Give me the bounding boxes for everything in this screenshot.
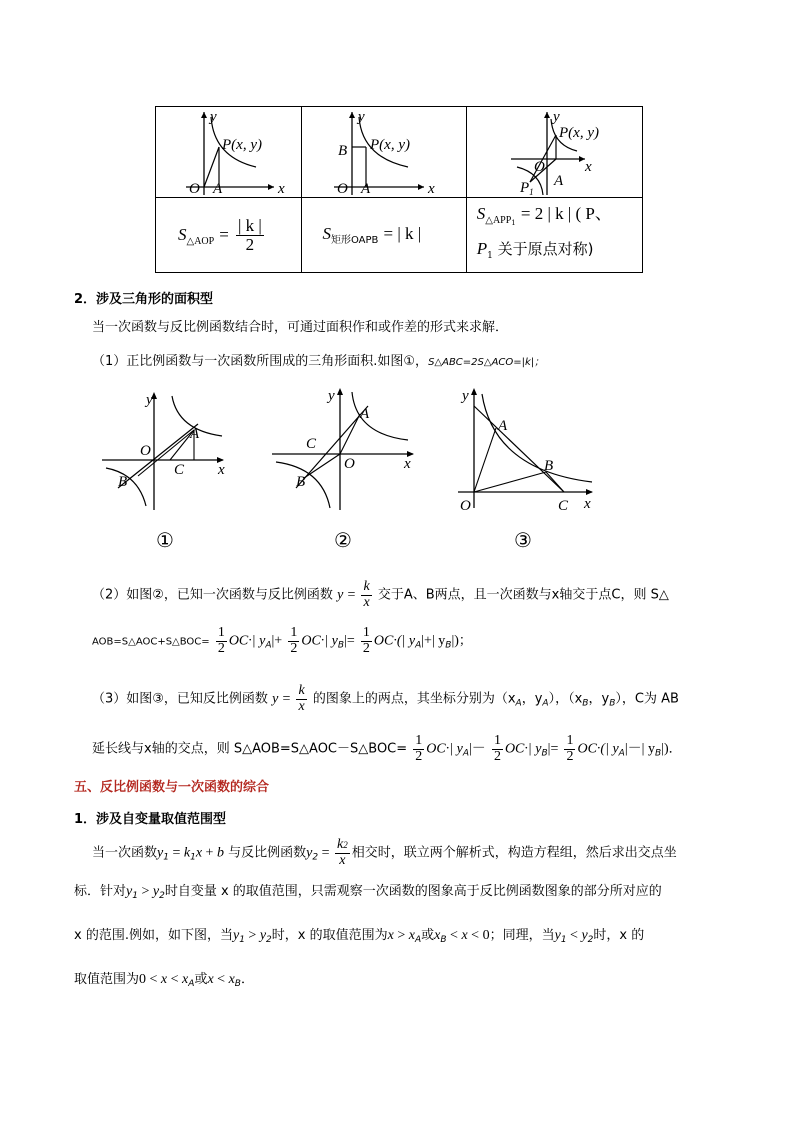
y-axis-label: y xyxy=(210,109,217,125)
point-c-label: C xyxy=(306,436,317,452)
point-a-label: A xyxy=(190,426,200,442)
sec5-line-1: 当一次函数$y_1 = k_1x + b$ 与反比例函数$y_2$ = $\frac{k2}{x}$ 相交时，联立两个解析式，构造方程组，然后求出交点坐 xyxy=(92,837,677,868)
y-axis-label: y xyxy=(328,388,335,404)
origin-label: O xyxy=(140,443,151,459)
formula-aop: $S_{\triangle AOP}$ = $\frac{| k |}{2}$ xyxy=(156,198,302,273)
origin-label: O xyxy=(344,456,355,472)
sub-heading: 1．涉及自变量取值范围型 xyxy=(74,812,227,827)
point-p-label: P(x, y) xyxy=(222,137,262,153)
paragraph-3-line2: 延长线与x轴的交点，则 S△AOB=S△AOC－S△BOC= $\frac{1}{2}$ OC·| $y_A|-$ $\frac{1}{2}$ OC·| $y_B|=$ $\frac{1}{2}$ OC·(| $y_A|-|$ $y_B|$)． xyxy=(92,733,682,764)
point-p1-label: $P_1$ xyxy=(519,180,534,197)
hyperbola-rectangle-figure xyxy=(302,107,466,197)
point-p-label: P(x, y) xyxy=(558,125,599,141)
y-axis-label: y xyxy=(358,109,366,125)
table-cell-fig1 xyxy=(156,107,302,198)
point-c-label: C xyxy=(558,498,569,514)
sec5-line-3: x 的范围.例如，如下图，当$y_1 > y_2$时，x 的取值范围为$x > x_A$或$x_B < x < 0$；同理，当$y_1 < y_2$时，x 的 xyxy=(74,928,645,945)
point-a-label: A xyxy=(360,406,370,422)
formula-rectangle: $S_{矩形OAPB}$ = | k | xyxy=(302,198,466,273)
point-a-label: A xyxy=(213,181,223,197)
paragraph-2: （2）如图②，已知一次函数与反比例函数 y = $\frac{k}{x}$ 交于A、B两点，且一次函数与x轴交于点C，则 S△ xyxy=(92,579,669,610)
point-b-label: B xyxy=(544,458,554,474)
x-axis-label: x xyxy=(278,181,285,197)
table-cell-fig3 xyxy=(466,107,642,198)
point-b-label: B xyxy=(118,474,128,490)
hyperbola-triangle-figure xyxy=(156,107,302,197)
x-axis-label: x xyxy=(428,181,436,197)
y-axis-label: y xyxy=(462,388,469,404)
origin-label: O xyxy=(460,498,471,514)
paragraph-1: （1）正比例函数与一次函数所围成的三角形面积.如图①，S△ABC=2S△ACO=|k|； xyxy=(92,354,545,369)
hyperbola-symmetric-figure xyxy=(467,107,643,197)
point-b-label: B xyxy=(296,474,306,490)
sec5-line-4: 取值范围为$0 < x < x_A$或$x < x_B$． xyxy=(74,972,254,989)
point-a-label: A xyxy=(553,173,563,189)
figure-3 xyxy=(452,384,602,516)
y-axis-label: y xyxy=(146,392,153,408)
point-p-label: P(x, y) xyxy=(370,137,411,153)
table-cell-fig2 xyxy=(302,107,466,198)
origin-label: O xyxy=(337,181,349,197)
y-axis-label: y xyxy=(552,109,560,125)
point-a-label: A xyxy=(361,181,371,197)
origin-label: O xyxy=(533,159,545,175)
x-axis-label: x xyxy=(218,462,225,478)
figure-1 xyxy=(98,388,238,513)
x-axis-label: x xyxy=(584,496,591,512)
intro-text: 当一次函数与反比例函数结合时，可通过面积作和或作差的形式来求解． xyxy=(92,320,509,335)
point-a-label: A xyxy=(498,418,508,434)
figure-1-number: ① xyxy=(156,528,174,552)
point-b-label: B xyxy=(338,143,348,159)
origin-label: O xyxy=(189,181,200,197)
chapter-heading: 五、反比例函数与一次函数的综合 xyxy=(74,780,270,795)
point-c-label: C xyxy=(174,462,185,478)
area-formula-table xyxy=(155,106,643,273)
x-axis-label: x xyxy=(404,456,411,472)
paragraph-3: （3）如图③，已知反比例函数 y = $\frac{k}{x}$ 的图象上的两点，其坐标分别为（$x_A$，$y_A$），（$x_B$，$y_B$），C为 AB xyxy=(92,683,679,714)
figure-2 xyxy=(268,386,418,514)
figure-3-number: ③ xyxy=(514,528,532,552)
sec5-line-2: 标．针对$y_1 > y_2$时自变量 x 的取值范围，只需观察一次函数的图象高于反比例函数图象的部分所对应的 xyxy=(74,884,662,901)
paragraph-2-line2: AOB=S△AOC+S△BOC= $\frac{1}{2}$ OC·| $y_A|+$ $\frac{1}{2}$ OC·| $y_B|=$ $\frac{1}{2}$ OC·(| $y_A|+|$ $y_B|$)； xyxy=(92,625,472,656)
section-heading: 2．涉及三角形的面积型 xyxy=(74,292,214,307)
figure-2-number: ② xyxy=(334,528,352,552)
x-axis-label: x xyxy=(584,159,592,175)
formula-app1: $S_{\triangle APP1} = 2$ | k | ( P、 $P_1$ 关于原点对称) xyxy=(466,198,642,273)
